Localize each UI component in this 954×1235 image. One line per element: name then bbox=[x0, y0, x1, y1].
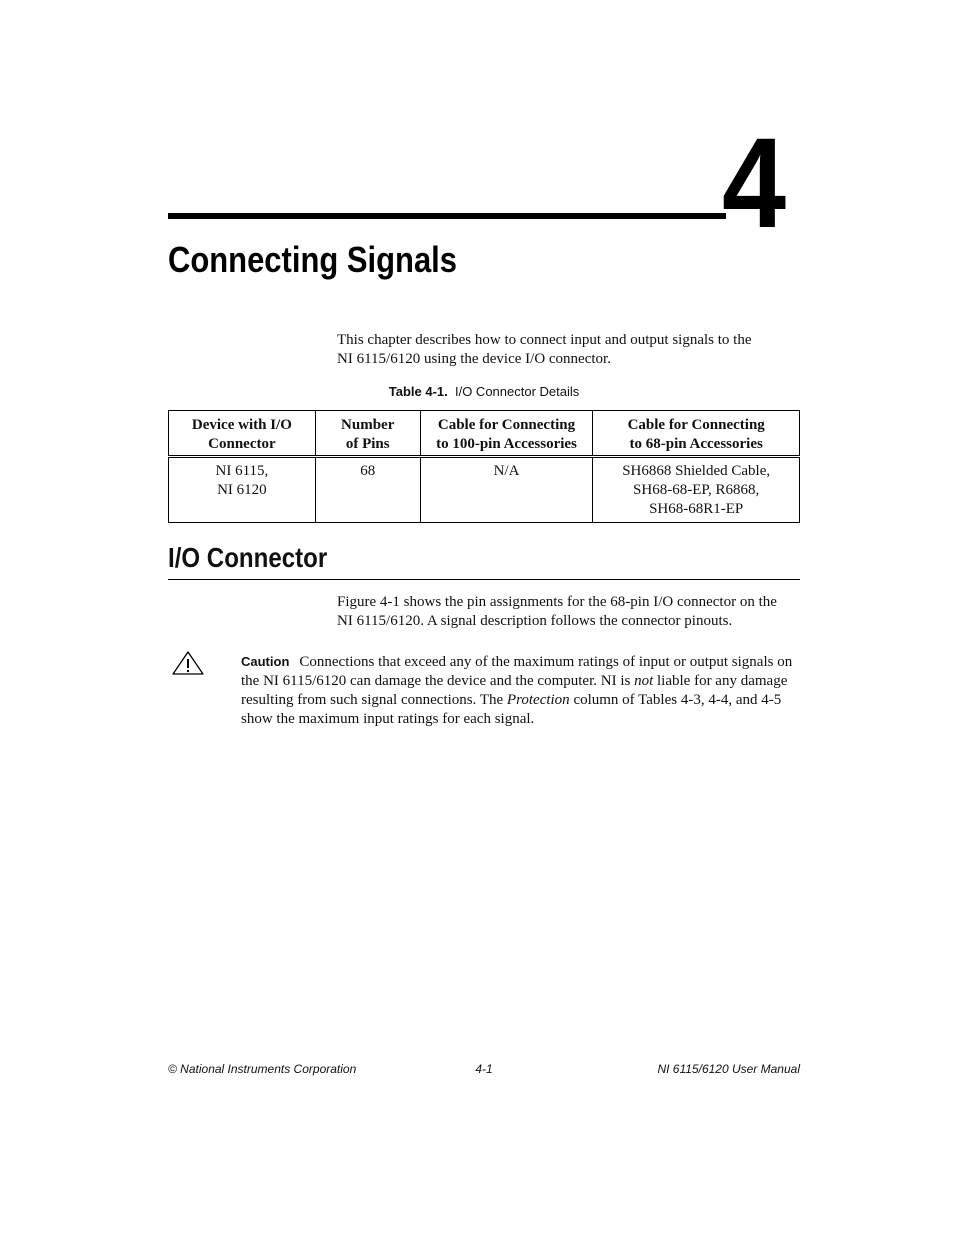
section-title: I/O Connector bbox=[168, 542, 328, 573]
caution-text: Connections that exceed any of the maximum ratings of input or output signals on the NI 6115/6120 can damage the device and the computer. NI is bbox=[241, 654, 793, 689]
intro-line: This chapter describes how to connect input and output signals to the bbox=[337, 332, 752, 348]
header-cable-68pin: Cable for Connecting to 68-pin Accessories bbox=[593, 411, 800, 457]
section-rule bbox=[168, 579, 800, 580]
table-caption-label: Table 4-1. bbox=[388, 384, 448, 399]
io-connector-table bbox=[168, 410, 800, 523]
chapter-number: 4 bbox=[722, 112, 787, 255]
table-caption-text: I/O Connector Details bbox=[454, 384, 580, 399]
section-paragraph bbox=[337, 593, 807, 631]
caution-emphasis: Protection bbox=[506, 692, 570, 708]
table-caption bbox=[168, 384, 800, 400]
caution-emphasis: not bbox=[634, 673, 654, 689]
cell-device: NI 6115, NI 6120 bbox=[169, 457, 316, 523]
table-row bbox=[169, 457, 800, 523]
footer-page-number: 4-1 bbox=[475, 1062, 493, 1076]
intro-line: NI 6115/6120 using the device I/O connector. bbox=[337, 351, 611, 367]
header-pins: Number of Pins bbox=[315, 411, 420, 457]
table-header-row bbox=[169, 411, 800, 457]
cell-cable-100pin: N/A bbox=[420, 457, 593, 523]
caution-text: column of Tables 4-3, 4-4, and 4-5 show the maximum input ratings for each signal. bbox=[241, 692, 782, 727]
warning-triangle-icon bbox=[171, 650, 205, 676]
footer-manual-title: NI 6115/6120 User Manual bbox=[657, 1062, 800, 1076]
chapter-intro bbox=[337, 331, 807, 369]
paragraph-line: NI 6115/6120. A signal description follows the connector pinouts. bbox=[337, 613, 733, 629]
footer-copyright: © National Instruments Corporation bbox=[168, 1062, 357, 1076]
caution-text: liable for any damage resulting from such signal connections. The bbox=[241, 673, 788, 708]
paragraph-line: Figure 4-1 shows the pin assignments for the 68-pin I/O connector on the bbox=[337, 594, 777, 610]
header-device: Device with I/O Connector bbox=[169, 411, 316, 457]
chapter-title: Connecting Signals bbox=[168, 239, 457, 280]
caution-note bbox=[241, 652, 807, 729]
cell-cable-68pin: SH6868 Shielded Cable, SH68-68-EP, R6868, SH68-68R1-EP bbox=[593, 457, 800, 523]
caution-label: Caution bbox=[241, 654, 290, 669]
header-cable-100pin: Cable for Connecting to 100-pin Accessories bbox=[420, 411, 593, 457]
chapter-rule bbox=[168, 213, 726, 219]
cell-pins: 68 bbox=[315, 457, 420, 523]
